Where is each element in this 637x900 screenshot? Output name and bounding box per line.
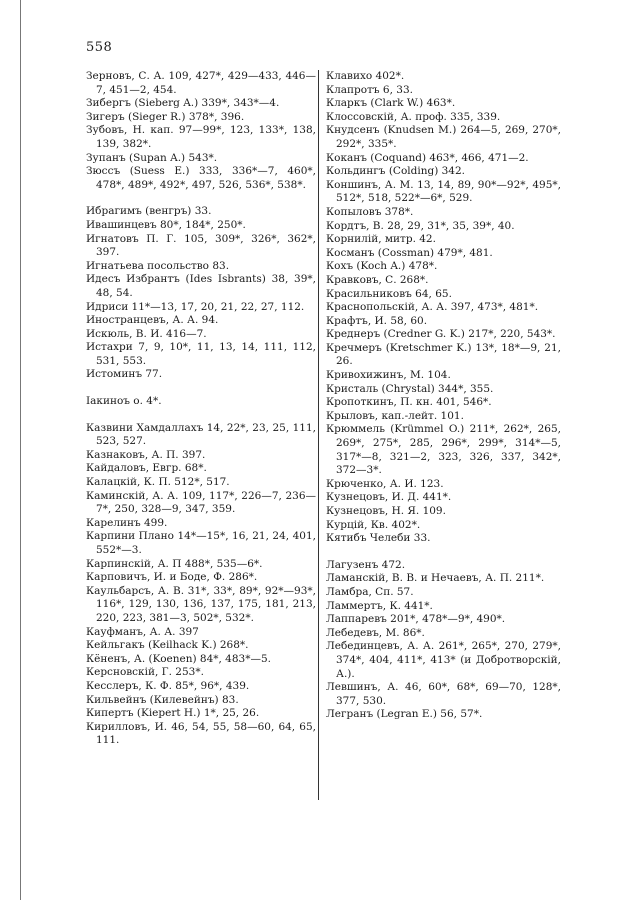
index-entry: Кристаль (Chrystal) 344*, 355.: [326, 382, 494, 395]
index-entry: Идриси 11*—13, 17, 20, 21, 22, 27, 112.: [86, 300, 305, 313]
index-entry: Клоссовскій, А. проф. 335, 339.: [326, 110, 501, 123]
index-entry: Лебедевъ, М. 86*.: [326, 626, 425, 639]
index-entry: Легранъ (Legran E.) 56, 57*.: [326, 708, 483, 721]
index-entry: Лебединцевъ, А. А. 261*, 265*, 270, 279*, 374*, 404, 411*, 413* (и Добротворскій, А.).: [326, 640, 561, 680]
column-divider: [318, 70, 319, 800]
index-entry: Зубовъ, Н. кап. 97—99*, 123, 133*, 138, 139, 382*.: [86, 124, 316, 150]
index-entry: Красильниковъ 64, 65.: [326, 287, 452, 300]
index-entry: Кордтъ, В. 28, 29, 31*, 35, 39*, 40.: [326, 219, 515, 232]
index-entry: Керсновскій, Г. 253*.: [86, 666, 204, 679]
section-gap: [86, 382, 316, 395]
index-entry: Иностранцевъ, А. А. 94.: [86, 314, 219, 327]
index-entry: Игнатьева посольство 83.: [86, 259, 230, 272]
index-entry: Ламанскій, В. В. и Нечаевъ, А. П. 211*.: [326, 572, 545, 585]
index-entry: Зерновъ, С. А. 109, 427*, 429—433, 446—7, 451—2, 454.: [86, 70, 316, 96]
index-entry: Кречмеръ (Kretschmer K.) 13*, 18*—9, 21, 26.: [326, 341, 561, 368]
index-entry: Зюссъ (Suess E.) 333, 336*—7, 460*, 478*, 489*, 492*, 497, 526, 536*, 538*.: [86, 165, 316, 191]
index-column-left: [86, 70, 316, 748]
index-entry: Клавихо 402*.: [326, 70, 405, 82]
index-entry: Идесъ Избрантъ (Ides Isbrants) 38, 39*, 48, 54.: [86, 273, 316, 299]
index-entry: Кравковъ, С. 268*.: [326, 273, 429, 286]
page-number: 558: [86, 40, 113, 55]
index-entry: Кнудсенъ (Knudsen M.) 264—5, 269, 270*, 292*, 335*.: [326, 124, 561, 150]
index-entry: Ибрагимъ (венгръ) 33.: [86, 205, 212, 218]
index-entry: Креднеръ (Credner G. K.) 217*, 220, 543*.: [326, 328, 556, 341]
index-entry: Кятибъ Челеби 33.: [326, 532, 431, 545]
index-entry: Карповичъ, И. и Боде, Ф. 286*.: [86, 571, 258, 584]
index-entry: Коншинъ, А. М. 13, 14, 89, 90*—92*, 495*, 512*, 518, 522*—6*, 529.: [326, 178, 561, 205]
index-entry: Кузнецовъ, Н. Я. 109.: [326, 505, 446, 517]
index-entry: Кузнецовъ, И. Д. 441*.: [326, 491, 452, 504]
index-entry: Крыловъ, кап.-лейт. 101.: [326, 409, 464, 422]
index-entry: Казвини Хамдаллахъ 14, 22*, 23, 25, 111, 523, 527.: [86, 421, 316, 448]
index-entry: Кларкъ (Clark W.) 463*.: [326, 97, 456, 110]
index-entry: Коканъ (Coquand) 463*, 466, 471—2.: [326, 151, 529, 164]
index-entry: Каульбарсъ, А. В. 31*, 33*, 89*, 92*—93*, 116*, 129, 130, 136, 137, 175, 181, 213, 220, 223, 381—3, 502*, 532*.: [86, 584, 316, 624]
index-entry: Крюченко, А. И. 123.: [326, 477, 444, 490]
index-entry: Кайдаловъ, Евгр. 68*.: [86, 462, 207, 475]
index-entry: Кольдингъ (Colding) 342.: [326, 165, 466, 178]
index-entry: Кауфманъ, А. А. 397: [86, 625, 199, 638]
index-entry: Кесслеръ, К. Ф. 85*, 96*, 439.: [86, 679, 250, 692]
index-entry: Лагузенъ 472.: [326, 558, 406, 571]
index-entry: Искюль, В. И. 416—7.: [86, 327, 207, 340]
index-entry: Крафтъ, И. 58, 60.: [326, 314, 428, 327]
index-entry: Карпинскій, А. П 488*, 535—6*.: [86, 557, 263, 570]
index-column-right: [326, 70, 561, 722]
index-entry: Краснопольскій, А. А. 397, 473*, 481*.: [326, 301, 539, 314]
index-entry: Каминскій, А. А. 109, 117*, 226—7, 236—7*, 250, 328—9, 347, 359.: [86, 489, 316, 516]
index-entry: Зибергъ (Sieberg A.) 339*, 343*—4.: [86, 97, 280, 110]
section-gap: [326, 546, 561, 559]
index-entry: Зигеръ (Sieger R.) 378*, 396.: [86, 110, 245, 123]
index-entry: Карпини Плано 14*—15*, 16, 21, 24, 401, 552*—3.: [86, 530, 316, 556]
index-entry: Кропоткинъ, П. кн. 401, 546*.: [326, 396, 492, 409]
index-entry: Левшинъ, А. 46, 60*, 68*, 69—70, 128*, 377, 530.: [326, 681, 561, 707]
index-entry: Зупанъ (Supan A.) 543*.: [86, 151, 218, 164]
index-entry: Кильвейнъ (Килевейнъ) 83.: [86, 693, 239, 706]
index-entry: Кохъ (Koch A.) 478*.: [326, 260, 438, 273]
index-entry: Кейльгакъ (Keilhack K.) 268*.: [86, 639, 249, 652]
index-entry: Казнаковъ, А. П. 397.: [86, 448, 206, 461]
index-entry: Лаппаревъ 201*, 478*—9*, 490*.: [326, 613, 506, 626]
index-entry: Истоминъ 77.: [86, 368, 163, 381]
section-gap: [86, 192, 316, 205]
index-entry: Кипертъ (Kiepert H.) 1*, 25, 26.: [86, 707, 260, 720]
section-gap: [86, 409, 316, 422]
index-entry: Копыловъ 378*.: [326, 205, 414, 218]
index-entry: Ламбра, Сп. 57.: [326, 585, 414, 598]
index-entry: Ламмертъ, К. 441*.: [326, 599, 433, 612]
index-entry: Истахри 7, 9, 10*, 11, 13, 14, 111, 112, 531, 553.: [86, 341, 316, 367]
index-entry: Іакиноъ о. 4*.: [86, 395, 162, 408]
page-edge: [20, 0, 21, 900]
index-entry: Косманъ (Cossman) 479*, 481.: [326, 246, 493, 259]
index-entry: Калацкій, К. П. 512*, 517.: [86, 476, 230, 489]
index-entry: Курцій, Кв. 402*.: [326, 518, 421, 531]
index-entry: Ивашинцевъ 80*, 184*, 250*.: [86, 218, 246, 231]
index-entry: Кирилловъ, И. 46, 54, 55, 58—60, 64, 65, 111.: [86, 720, 316, 747]
index-entry: Карелинъ 499.: [86, 516, 168, 529]
index-entry: Кривохижинъ, М. 104.: [326, 369, 451, 382]
index-entry: Корнилій, митр. 42.: [326, 233, 436, 246]
index-entry: Игнатовъ П. Г. 105, 309*, 326*, 362*, 397.: [86, 232, 316, 259]
index-entry: Крюммель (Krümmel O.) 211*, 262*, 265, 269*, 275*, 285, 296*, 299*, 314*—5, 317*—8, 321—2, 323, 326, 337, 342*, 372—3*.: [326, 423, 561, 477]
index-entry: Клапротъ 6, 33.: [326, 83, 413, 96]
index-entry: Кёненъ, А. (Koenen) 84*, 483*—5.: [86, 652, 271, 665]
